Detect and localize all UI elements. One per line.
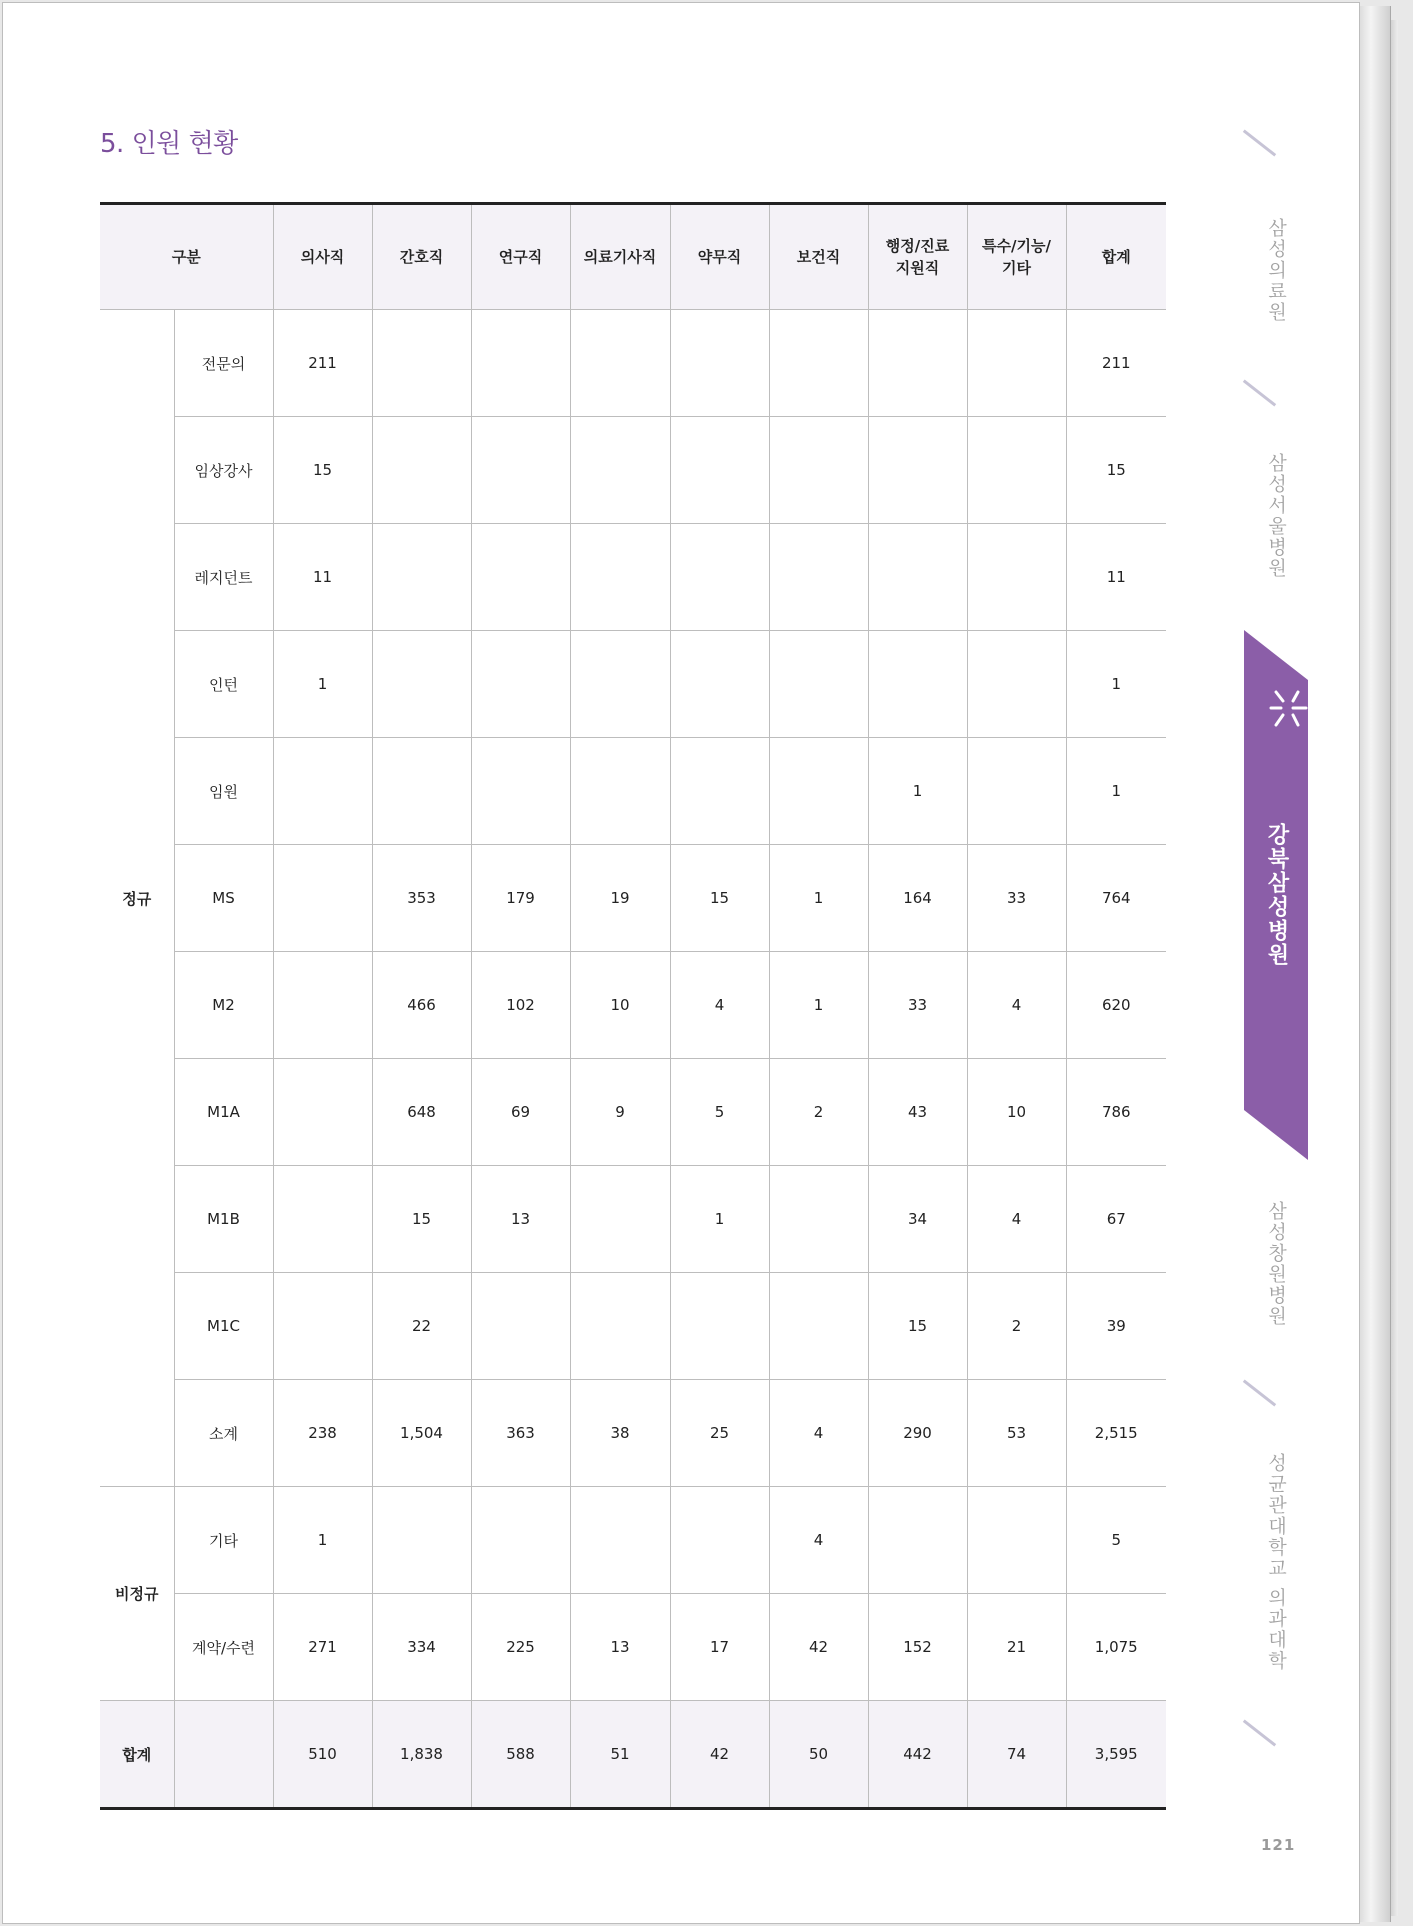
table-cell: 42 [769, 1594, 868, 1701]
row-label: 인턴 [174, 631, 273, 738]
table-cell: 1 [273, 1487, 372, 1594]
table-cell: 353 [372, 845, 471, 952]
table-cell: 4 [670, 952, 769, 1059]
table-cell [967, 310, 1066, 417]
table-cell: 764 [1066, 845, 1166, 952]
row-label: M1B [174, 1166, 273, 1273]
table-cell: 1 [769, 845, 868, 952]
table-cell: 15 [1066, 417, 1166, 524]
table-row [100, 1166, 1166, 1273]
table-cell: 238 [273, 1380, 372, 1487]
table-cell [967, 417, 1066, 524]
nav-item-samsung-changwon-hospital[interactable]: 삼성창원병원 [1265, 1201, 1287, 1327]
table-cell [769, 1273, 868, 1380]
table-cell [372, 738, 471, 845]
table-cell [471, 1273, 570, 1380]
table-row [100, 738, 1166, 845]
table-row [100, 1594, 1166, 1701]
table-cell [570, 1273, 670, 1380]
table-cell [868, 417, 967, 524]
table-cell: 2 [769, 1059, 868, 1166]
table-cell [372, 631, 471, 738]
table-cell [670, 738, 769, 845]
table-cell: 4 [769, 1487, 868, 1594]
section-title: 5. 인원 현황 [100, 129, 238, 159]
table-cell: 290 [868, 1380, 967, 1487]
table-cell: 225 [471, 1594, 570, 1701]
table-cell: 42 [670, 1701, 769, 1809]
table-cell [868, 524, 967, 631]
table-cell: 152 [868, 1594, 967, 1701]
table-cell [967, 524, 1066, 631]
table-cell: 1,504 [372, 1380, 471, 1487]
table-cell [868, 631, 967, 738]
table-row [100, 952, 1166, 1059]
table-cell: 211 [273, 310, 372, 417]
table-cell: 13 [471, 1166, 570, 1273]
table-cell [273, 845, 372, 952]
table-cell [570, 417, 670, 524]
table-cell [273, 952, 372, 1059]
table-cell: 10 [570, 952, 670, 1059]
header-category: 구분 [100, 204, 273, 310]
header-cell: 보건직 [769, 204, 868, 310]
table-total-row [100, 1701, 1166, 1809]
nav-item-skku-medical-school[interactable]: 성균관대학교 의과대학 [1265, 1453, 1287, 1672]
side-navigation [1244, 123, 1334, 1823]
table-cell [471, 631, 570, 738]
nav-divider [1243, 1720, 1276, 1747]
table-cell [670, 1487, 769, 1594]
table-cell: 4 [967, 1166, 1066, 1273]
table-cell: 15 [273, 417, 372, 524]
document-page [2, 2, 1360, 1924]
table-cell [769, 417, 868, 524]
nav-item-kangbuk-samsung-hospital[interactable]: 강북삼성병원 [1264, 823, 1289, 967]
table-cell [967, 1487, 1066, 1594]
table-cell [967, 631, 1066, 738]
table-row [100, 310, 1166, 417]
staff-table [100, 202, 1166, 1810]
table-cell [372, 310, 471, 417]
table-cell: 271 [273, 1594, 372, 1701]
table-row [100, 1059, 1166, 1166]
row-label: 계약/수련 [174, 1594, 273, 1701]
header-cell: 행정/진료 지원직 [868, 204, 967, 310]
table-cell [372, 524, 471, 631]
nav-divider [1243, 1380, 1276, 1407]
table-cell: 50 [769, 1701, 868, 1809]
row-label: 소계 [174, 1380, 273, 1487]
table-cell: 786 [1066, 1059, 1166, 1166]
table-cell: 69 [471, 1059, 570, 1166]
header-cell: 합계 [1066, 204, 1166, 310]
header-cell: 약무직 [670, 204, 769, 310]
table-cell [868, 1487, 967, 1594]
nav-item-samsung-medical-center[interactable]: 삼성의료원 [1265, 218, 1287, 323]
table-cell [670, 310, 769, 417]
table-cell [372, 417, 471, 524]
table-row [100, 845, 1166, 952]
table-cell: 39 [1066, 1273, 1166, 1380]
table-cell [570, 1487, 670, 1594]
table-cell: 1 [1066, 738, 1166, 845]
table-cell [471, 738, 570, 845]
sparkle-icon [1266, 688, 1308, 728]
table-cell: 67 [1066, 1166, 1166, 1273]
row-label: 기타 [174, 1487, 273, 1594]
table-row [100, 1273, 1166, 1380]
table-cell: 442 [868, 1701, 967, 1809]
table-cell [670, 631, 769, 738]
table-cell: 15 [372, 1166, 471, 1273]
table-cell: 2 [967, 1273, 1066, 1380]
table-cell [273, 1273, 372, 1380]
table-cell: 5 [670, 1059, 769, 1166]
table-cell [670, 1273, 769, 1380]
table-cell [471, 1487, 570, 1594]
table-cell [471, 417, 570, 524]
row-label: M1A [174, 1059, 273, 1166]
row-label: 임상강사 [174, 417, 273, 524]
table-cell [769, 1166, 868, 1273]
table-cell: 22 [372, 1273, 471, 1380]
table-cell [570, 524, 670, 631]
table-cell: 620 [1066, 952, 1166, 1059]
table-cell: 15 [868, 1273, 967, 1380]
table-cell [372, 1487, 471, 1594]
table-cell: 33 [868, 952, 967, 1059]
table-cell: 1,838 [372, 1701, 471, 1809]
row-label: MS [174, 845, 273, 952]
table-cell: 1 [868, 738, 967, 845]
table-cell: 1 [670, 1166, 769, 1273]
table-cell: 648 [372, 1059, 471, 1166]
table-cell [570, 738, 670, 845]
table-cell: 1,075 [1066, 1594, 1166, 1701]
nav-divider [1243, 130, 1276, 157]
nav-item-samsung-seoul-hospital[interactable]: 삼성서울병원 [1265, 453, 1287, 579]
table-row [100, 1380, 1166, 1487]
table-cell: 38 [570, 1380, 670, 1487]
table-cell: 1 [273, 631, 372, 738]
row-label: M1C [174, 1273, 273, 1380]
table-cell: 179 [471, 845, 570, 952]
table-cell: 43 [868, 1059, 967, 1166]
table-cell: 3,595 [1066, 1701, 1166, 1809]
header-cell: 연구직 [471, 204, 570, 310]
table-cell [570, 310, 670, 417]
header-cell: 의료기사직 [570, 204, 670, 310]
nav-divider [1243, 380, 1276, 407]
table-cell: 53 [967, 1380, 1066, 1487]
table-cell: 466 [372, 952, 471, 1059]
table-header-row [100, 204, 1166, 310]
table-cell [273, 1166, 372, 1273]
table-cell [570, 631, 670, 738]
table-cell [868, 310, 967, 417]
row-label: M2 [174, 952, 273, 1059]
table-cell: 510 [273, 1701, 372, 1809]
table-cell [670, 417, 769, 524]
table-cell [570, 1166, 670, 1273]
table-cell: 102 [471, 952, 570, 1059]
table-cell: 4 [967, 952, 1066, 1059]
table-row [100, 524, 1166, 631]
table-cell: 13 [570, 1594, 670, 1701]
row-group-label: 비정규 [100, 1487, 174, 1701]
table-cell: 164 [868, 845, 967, 952]
table-row [100, 417, 1166, 524]
table-cell: 33 [967, 845, 1066, 952]
table-cell: 10 [967, 1059, 1066, 1166]
table-cell: 1 [769, 952, 868, 1059]
row-group-label: 정규 [100, 310, 174, 1487]
table-cell: 1 [1066, 631, 1166, 738]
table-cell: 334 [372, 1594, 471, 1701]
table-cell [273, 1059, 372, 1166]
page-edge [1358, 6, 1391, 1922]
table-cell: 34 [868, 1166, 967, 1273]
table-cell: 25 [670, 1380, 769, 1487]
header-cell: 특수/기능/ 기타 [967, 204, 1066, 310]
table-cell [471, 310, 570, 417]
table-cell: 5 [1066, 1487, 1166, 1594]
table-cell: 15 [670, 845, 769, 952]
table-cell [769, 631, 868, 738]
table-row [100, 631, 1166, 738]
row-group-label: 합계 [100, 1701, 174, 1809]
table-cell [769, 738, 868, 845]
table-cell: 51 [570, 1701, 670, 1809]
table-cell [273, 738, 372, 845]
table-cell: 9 [570, 1059, 670, 1166]
header-cell: 간호직 [372, 204, 471, 310]
table-cell: 4 [769, 1380, 868, 1487]
table-cell: 21 [967, 1594, 1066, 1701]
table-cell: 211 [1066, 310, 1166, 417]
table-cell: 74 [967, 1701, 1066, 1809]
table-cell [471, 524, 570, 631]
row-label [174, 1701, 273, 1809]
table-cell: 11 [1066, 524, 1166, 631]
row-label: 전문의 [174, 310, 273, 417]
table-cell: 363 [471, 1380, 570, 1487]
page-number: 121 [1261, 1836, 1296, 1854]
table-cell: 588 [471, 1701, 570, 1809]
table-cell: 2,515 [1066, 1380, 1166, 1487]
table-row [100, 1487, 1166, 1594]
row-label: 임원 [174, 738, 273, 845]
table-cell [967, 738, 1066, 845]
table-cell: 19 [570, 845, 670, 952]
table-cell: 17 [670, 1594, 769, 1701]
table-cell [670, 524, 769, 631]
table-cell: 11 [273, 524, 372, 631]
header-cell: 의사직 [273, 204, 372, 310]
table-cell [769, 524, 868, 631]
table-cell [769, 310, 868, 417]
row-label: 레지던트 [174, 524, 273, 631]
